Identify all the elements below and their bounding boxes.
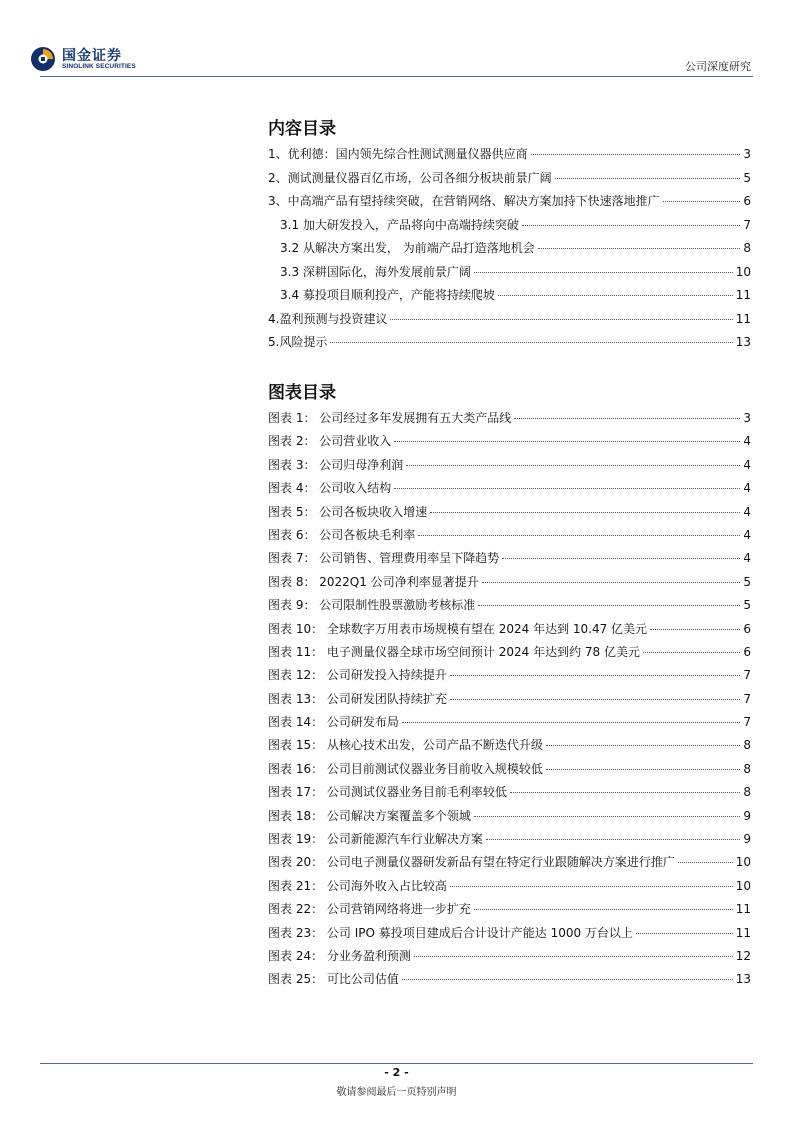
toc-entry-title: 图表 15： 从核心技术出发，公司产品不断迭代升级 <box>268 738 543 753</box>
toc-entry-page: 11 <box>735 925 751 940</box>
toc-entry-title: 3.3 深耕国际化，海外发展前景广阔 <box>280 264 471 279</box>
toc-entry[interactable] <box>268 594 751 617</box>
toc-entry[interactable] <box>268 571 751 594</box>
toc-entry[interactable] <box>268 664 751 687</box>
toc-entry-page: 3 <box>743 147 751 161</box>
toc-entry[interactable] <box>268 547 751 570</box>
toc-entry[interactable] <box>268 968 751 991</box>
logo-english-name: SINOLINK SECURITIES <box>62 63 136 70</box>
report-type-label: 公司深度研究 <box>685 60 751 73</box>
toc-dot-leader <box>450 675 740 676</box>
toc-dot-leader <box>678 862 733 863</box>
toc-entry-title: 图表 5： 公司各板块收入增速 <box>268 504 428 519</box>
toc-entry-title: 图表 16： 公司目前测试仪器业务目前收入规模较低 <box>268 761 543 776</box>
toc-entry-title: 2、测试测量仪器百亿市场，公司各细分板块前景广阔 <box>268 170 552 185</box>
toc-entry-page: 9 <box>743 832 751 847</box>
toc-dot-leader <box>546 745 740 746</box>
toc-entry-page: 4 <box>743 434 751 449</box>
toc-entry-title: 图表 24： 分业务盈利预测 <box>268 948 411 963</box>
toc-entry[interactable] <box>268 945 751 968</box>
toc-dot-leader <box>482 582 741 583</box>
toc-entry-page: 13 <box>735 972 751 987</box>
header-divider <box>40 76 753 77</box>
toc-entry-page: 10 <box>735 855 751 870</box>
toc-entry-page: 8 <box>743 785 751 800</box>
toc-entry-title: 图表 25： 可比公司估值 <box>268 972 399 987</box>
toc-entry-title: 图表 4： 公司收入结构 <box>268 481 392 496</box>
toc-entry-page: 6 <box>743 644 751 659</box>
toc-entry[interactable] <box>268 167 751 191</box>
toc-entry-title: 图表 3： 公司归母净利润 <box>268 457 404 472</box>
toc-entry-page: 7 <box>743 668 751 683</box>
toc-entry-page: 4 <box>743 457 751 472</box>
toc-entry[interactable] <box>268 190 751 214</box>
toc-dot-leader <box>531 154 741 155</box>
toc-entry-title: 图表 21： 公司海外收入占比较高 <box>268 878 447 893</box>
toc-entry-page: 11 <box>735 902 751 917</box>
toc-entry[interactable] <box>268 641 751 664</box>
toc-dot-leader <box>663 201 741 202</box>
toc-entry[interactable] <box>268 758 751 781</box>
toc-dot-leader <box>498 295 733 296</box>
toc-entry-page: 11 <box>735 311 751 326</box>
toc-entry-title: 5.风险提示 <box>268 335 328 349</box>
toc-entry-title: 图表 13： 公司研发团队持续扩充 <box>268 691 447 706</box>
toc-entry[interactable] <box>268 851 751 874</box>
toc-entry-title: 图表 17： 公司测试仪器业务目前毛利率较低 <box>268 785 507 800</box>
toc-entry-title: 4.盈利预测与投资建议 <box>268 311 388 326</box>
logo-chinese-name: 国金证券 <box>62 48 122 64</box>
toc-entry-page: 8 <box>743 761 751 776</box>
toc-dot-leader <box>650 629 740 630</box>
page-number: - 2 - <box>384 1066 409 1079</box>
figures-list <box>268 407 751 992</box>
toc-dot-leader <box>450 699 740 700</box>
toc-dot-leader <box>546 769 740 770</box>
toc-entry[interactable] <box>268 501 751 524</box>
toc-entry-page: 6 <box>743 194 751 208</box>
toc-dot-leader <box>538 248 741 249</box>
toc-entry-page: 4 <box>743 527 751 542</box>
toc-entry-title: 图表 14： 公司研发布局 <box>268 715 399 730</box>
page-header <box>0 0 793 80</box>
toc-entry[interactable] <box>268 781 751 804</box>
toc-entry[interactable] <box>268 688 751 711</box>
footer-divider <box>40 1063 753 1064</box>
toc-dot-leader <box>514 418 740 419</box>
toc-dot-leader <box>450 886 733 887</box>
contents-list <box>268 143 751 355</box>
toc-dot-leader <box>402 979 733 980</box>
toc-dot-leader <box>394 441 740 442</box>
toc-dot-leader <box>390 319 732 320</box>
toc-entry[interactable] <box>268 477 751 500</box>
toc-dot-leader <box>522 225 740 226</box>
toc-entry-page: 12 <box>735 948 751 963</box>
toc-entry-page: 4 <box>743 481 751 496</box>
toc-entry-page: 13 <box>735 335 751 349</box>
toc-dot-leader <box>394 488 740 489</box>
toc-entry-title: 图表 18： 公司解决方案覆盖多个领域 <box>268 808 471 823</box>
toc-entry-title: 图表 22： 公司营销网络将进一步扩充 <box>268 902 471 917</box>
toc-entry-title: 图表 19： 公司新能源汽车行业解决方案 <box>268 832 483 847</box>
toc-dot-leader <box>430 512 740 513</box>
toc-entry[interactable] <box>268 454 751 477</box>
toc-entry-page: 7 <box>743 715 751 730</box>
logo-mark-icon <box>30 46 56 72</box>
toc-entry[interactable] <box>268 284 751 308</box>
toc-entry-title: 图表 23： 公司 IPO 募投项目建成后合计设计产能达 1000 万台以上 <box>268 925 633 940</box>
toc-entry-page: 9 <box>743 808 751 823</box>
toc-dot-leader <box>502 558 740 559</box>
toc-entry-title: 图表 2： 公司营业收入 <box>268 434 392 449</box>
toc-entry-title: 图表 9： 公司限制性股票激励考核标准 <box>268 598 476 613</box>
toc-entry-title: 3.4 募投项目顺利投产，产能将持续爬坡 <box>280 288 495 302</box>
toc-entry-page: 10 <box>735 878 751 893</box>
company-logo <box>30 44 150 74</box>
contents-title: 内容目录 <box>268 119 336 139</box>
toc-entry[interactable] <box>268 331 751 355</box>
toc-dot-leader <box>418 535 740 536</box>
toc-entry-page: 8 <box>743 738 751 753</box>
toc-entry[interactable] <box>268 308 751 332</box>
toc-entry[interactable] <box>268 922 751 945</box>
toc-entry-page: 5 <box>743 598 751 613</box>
toc-dot-leader <box>474 909 733 910</box>
toc-entry-title: 图表 8： 2022Q1 公司净利率显著提升 <box>268 574 479 589</box>
toc-entry-page: 11 <box>735 288 751 302</box>
toc-entry-title: 图表 10： 全球数字万用表市场规模有望在 2024 年达到 10.47 亿美元 <box>268 621 648 636</box>
toc-dot-leader <box>636 933 733 934</box>
toc-entry-title: 1、优利德：国内领先综合性测试测量仪器供应商 <box>268 147 528 161</box>
toc-entry[interactable] <box>268 407 751 430</box>
toc-dot-leader <box>474 816 740 817</box>
toc-entry[interactable] <box>268 237 751 261</box>
toc-entry-title: 图表 6： 公司各板块毛利率 <box>268 527 416 542</box>
toc-entry-page: 7 <box>743 217 751 232</box>
toc-entry-title: 图表 12： 公司研发投入持续提升 <box>268 668 447 683</box>
toc-dot-leader <box>510 792 740 793</box>
toc-entry-title: 图表 11： 电子测量仪器全球市场空间预计 2024 年达到约 78 亿美元 <box>268 644 640 659</box>
toc-entry-title: 3.2 从解决方案出发， 为前端产品打造落地机会 <box>280 241 535 255</box>
toc-entry-page: 3 <box>743 411 751 425</box>
toc-entry[interactable] <box>268 430 751 453</box>
toc-entry-title: 图表 1： 公司经过多年发展拥有五大类产品线 <box>268 411 512 425</box>
toc-entry[interactable] <box>268 261 751 285</box>
toc-entry[interactable] <box>268 828 751 851</box>
toc-entry-page: 5 <box>743 574 751 589</box>
toc-entry[interactable] <box>268 734 751 757</box>
toc-entry-title: 3、中高端产品有望持续突破，在营销网络、解决方案加持下快速落地推广 <box>268 194 660 208</box>
toc-dot-leader <box>414 956 733 957</box>
toc-entry[interactable] <box>268 214 751 238</box>
toc-entry[interactable] <box>268 875 751 898</box>
toc-dot-leader <box>643 652 740 653</box>
toc-entry[interactable] <box>268 618 751 641</box>
toc-entry-title: 图表 20： 公司电子测量仪器研发新品有望在特定行业跟随解决方案进行推广 <box>268 855 675 870</box>
toc-entry[interactable] <box>268 898 751 921</box>
toc-entry-page: 8 <box>743 241 751 255</box>
disclaimer-text: 敬请参阅最后一页特别声明 <box>336 1087 457 1098</box>
toc-entry[interactable] <box>268 711 751 734</box>
toc-entry-page: 7 <box>743 691 751 706</box>
toc-entry[interactable] <box>268 524 751 547</box>
toc-entry-page: 4 <box>743 504 751 519</box>
toc-entry-title: 图表 7： 公司销售、管理费用率呈下降趋势 <box>268 551 500 566</box>
toc-dot-leader <box>555 178 741 179</box>
toc-dot-leader <box>478 605 740 606</box>
toc-dot-leader <box>486 839 740 840</box>
toc-entry-page: 10 <box>735 264 751 279</box>
figures-title: 图表目录 <box>268 383 336 403</box>
toc-dot-leader <box>474 272 733 273</box>
toc-entry-page: 6 <box>743 621 751 636</box>
toc-entry[interactable] <box>268 805 751 828</box>
toc-dot-leader <box>402 722 740 723</box>
toc-dot-leader <box>406 465 740 466</box>
toc-entry-page: 5 <box>743 170 751 185</box>
toc-entry-title: 3.1 加大研发投入，产品将向中高端持续突破 <box>280 217 519 232</box>
toc-entry[interactable] <box>268 143 751 167</box>
toc-entry-page: 4 <box>743 551 751 566</box>
toc-dot-leader <box>330 342 732 343</box>
